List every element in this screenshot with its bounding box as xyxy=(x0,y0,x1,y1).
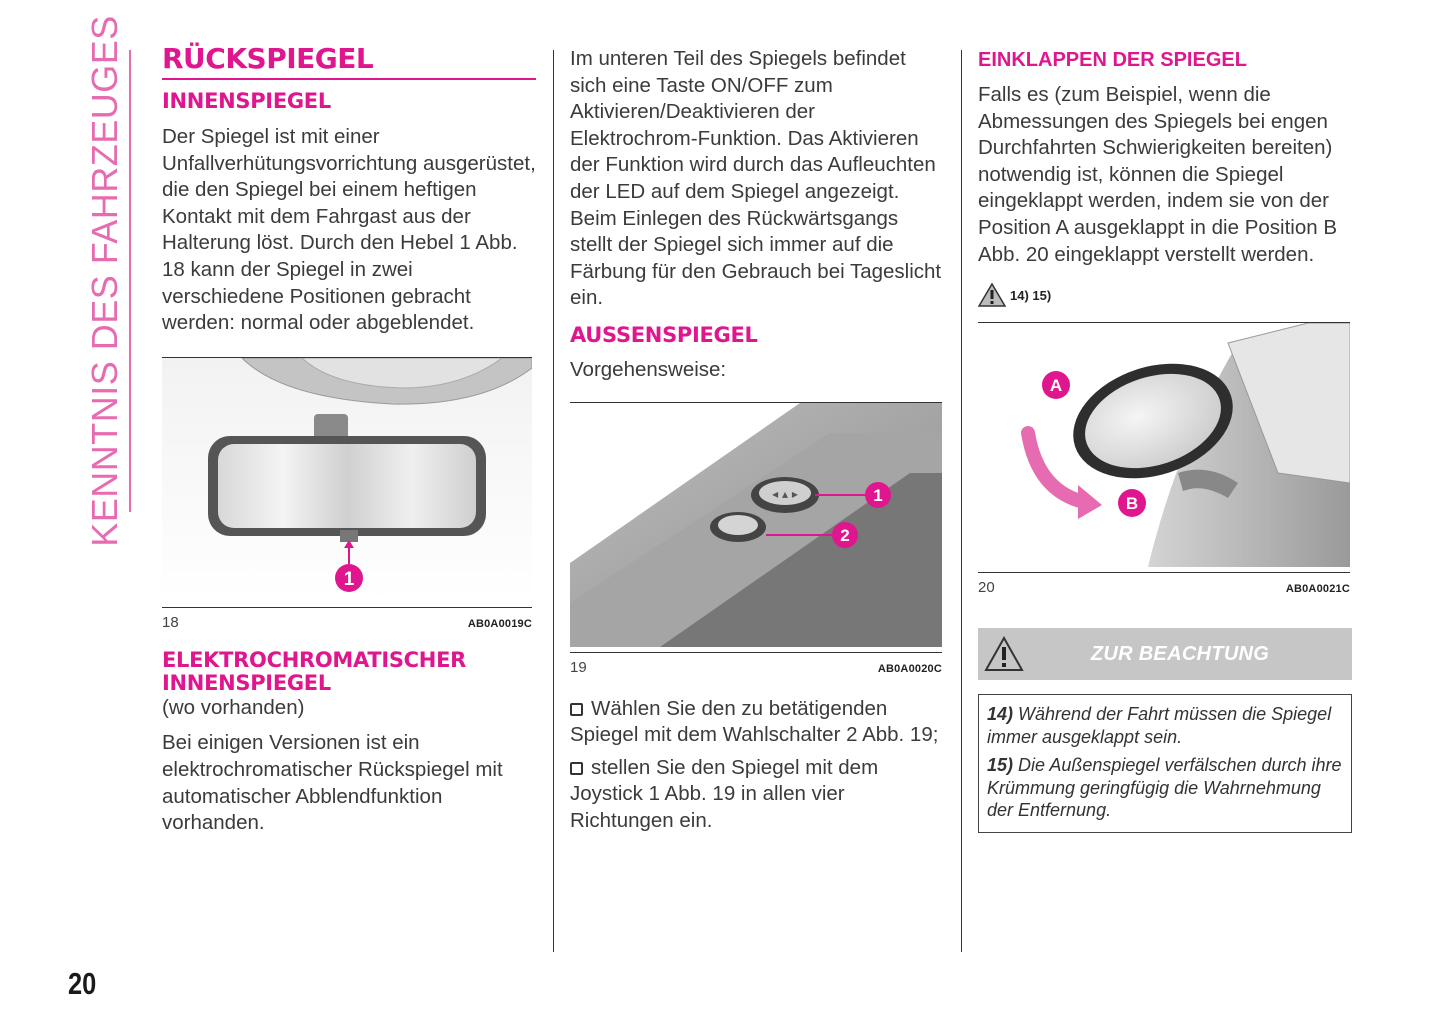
warning-item-15-number: 15) xyxy=(987,755,1014,776)
warning-triangle-icon xyxy=(978,282,1006,308)
step-1-text: Wählen Sie den zu betätigenden Spiegel mit dem Wahlschalter 2 Abb. 19; xyxy=(570,696,939,747)
checkbox-bullet-icon xyxy=(570,703,583,716)
joystick-arrows-icon: ◂ ▴ ▸ xyxy=(772,486,798,501)
warning-reference-numbers: 14) 15) xyxy=(1010,287,1052,303)
page-number: 20 xyxy=(68,966,97,1001)
figure-18-caption xyxy=(162,614,532,631)
column-divider-2 xyxy=(961,50,962,952)
figure-18 xyxy=(162,357,532,631)
selector-switch xyxy=(718,515,758,535)
mirror-glass xyxy=(218,444,476,528)
callout-label-selector: 2 xyxy=(840,525,850,545)
paragraph-elektrochromatischer: Bei einigen Versionen ist ein elektrochromatischer Rückspiegel mit automatischer Abblendfunktion vorhanden. xyxy=(162,731,503,835)
subheading-einklappen: EINKLAPPEN DER SPIEGEL xyxy=(978,49,1247,71)
figure-20-code: AB0A0021C xyxy=(1285,583,1350,596)
callout-label-a: A xyxy=(1049,376,1063,396)
column-1 xyxy=(162,44,536,837)
warning-reference xyxy=(978,282,1350,308)
warning-item-15 xyxy=(987,754,1343,822)
checkbox-bullet-icon xyxy=(570,762,583,775)
column-3 xyxy=(978,48,1350,833)
callout-label-joystick: 1 xyxy=(873,485,883,505)
paragraph-elektrochrom-funktion: Im unteren Teil des Spiegels befindet sich eine Taste ON/OFF zum Aktivieren/Deaktivieren der Elektrochrom-Funktion. Das Aktivieren der Funktion wird durch das Aufleuchten der LED auf dem Spiegel angezeigt. Beim Einlegen des Rückwärtsgangs stellt der Spiegel sich immer auf die Färbung für den Gebrauch bei Tageslicht ein. xyxy=(570,47,942,310)
section-side-title-text: KENNTNIS DES FAHRZEUGES xyxy=(84,15,125,547)
folding-mirror-illustration xyxy=(978,323,1350,567)
paragraph-innenspiegel: Der Spiegel ist mit einer Unfallverhütungsvorrichtung ausgerüstet, die den Spiegel bei einem heftigen Kontakt mit dem Fahrgast aus der Halterung löst. Durch den Hebel 1 Abb. 18 kann der Spiegel in zwei verschiedene Positionen gebracht werden: normal oder abgeblendet. xyxy=(162,125,536,335)
callout-label-1: 1 xyxy=(343,568,355,590)
warning-item-14-number: 14) xyxy=(987,704,1014,725)
subheading-elektrochromatischer-line2: INNENSPIEGEL xyxy=(162,670,331,695)
figure-20 xyxy=(978,322,1350,596)
figure-19 xyxy=(570,402,942,676)
column-divider-1 xyxy=(553,50,554,952)
figure-18-bottom-rule xyxy=(162,607,532,608)
paragraph-einklappen: Falls es (zum Beispiel, wenn die Abmessungen des Spiegels bei engen Durchfahrten Schwierigkeiten bereiten) notwendig ist, können die Spiegel eingeklappt werden, indem sie von der Position A ausgeklappt in die Position B Abb. 20 eingeklappt verstellt werden. xyxy=(978,83,1337,266)
heading-rueckspiegel: RÜCKSPIEGEL xyxy=(162,42,374,75)
subheading-innenspiegel: INNENSPIEGEL xyxy=(162,89,331,113)
step-2 xyxy=(570,755,942,835)
column-2 xyxy=(570,46,942,835)
subheading-elektrochromatischer-line1: ELEKTROCHROMATISCHER xyxy=(162,647,466,672)
warning-item-15-text: Die Außenspiegel verfälschen durch ihre Krümmung geringfügig die Wahrnehmung der Entfernung. xyxy=(987,755,1342,821)
subheading-aussenspiegel: AUSSENSPIEGEL xyxy=(570,322,758,347)
figure-18-code: AB0A0019C xyxy=(467,617,532,630)
section-side-title xyxy=(82,15,128,547)
warning-box-header xyxy=(978,628,1352,680)
figure-19-bottom-rule xyxy=(570,652,942,653)
heading-rule xyxy=(162,78,536,80)
figure-20-bottom-rule xyxy=(978,572,1350,573)
warning-box-body xyxy=(978,694,1352,833)
warning-item-14-text: Während der Fahrt müssen die Spiegel immer ausgeklappt sein. xyxy=(987,704,1332,747)
warning-item-14 xyxy=(987,703,1343,748)
door-switch-illustration xyxy=(570,403,942,647)
note-wo-vorhanden: (wo vorhanden) xyxy=(162,695,305,719)
figure-20-number: 20 xyxy=(978,579,995,597)
figure-20-caption xyxy=(978,579,1350,596)
figure-19-caption xyxy=(570,659,942,676)
figure-19-number: 19 xyxy=(570,658,587,676)
step-2-text: stellen Sie den Spiegel mit dem Joystick 1 Abb. 19 in allen vier Richtungen ein. xyxy=(570,755,879,832)
interior-mirror-illustration xyxy=(162,358,532,602)
figure-19-code: AB0A0020C xyxy=(877,662,942,675)
callout-label-b: B xyxy=(1125,494,1139,514)
side-title-rule xyxy=(129,50,131,512)
step-1 xyxy=(570,696,942,749)
intro-vorgehensweise: Vorgehensweise: xyxy=(570,357,727,381)
figure-18-number: 18 xyxy=(162,613,179,631)
warning-box-title: ZUR BEACHTUNG xyxy=(1090,642,1270,665)
